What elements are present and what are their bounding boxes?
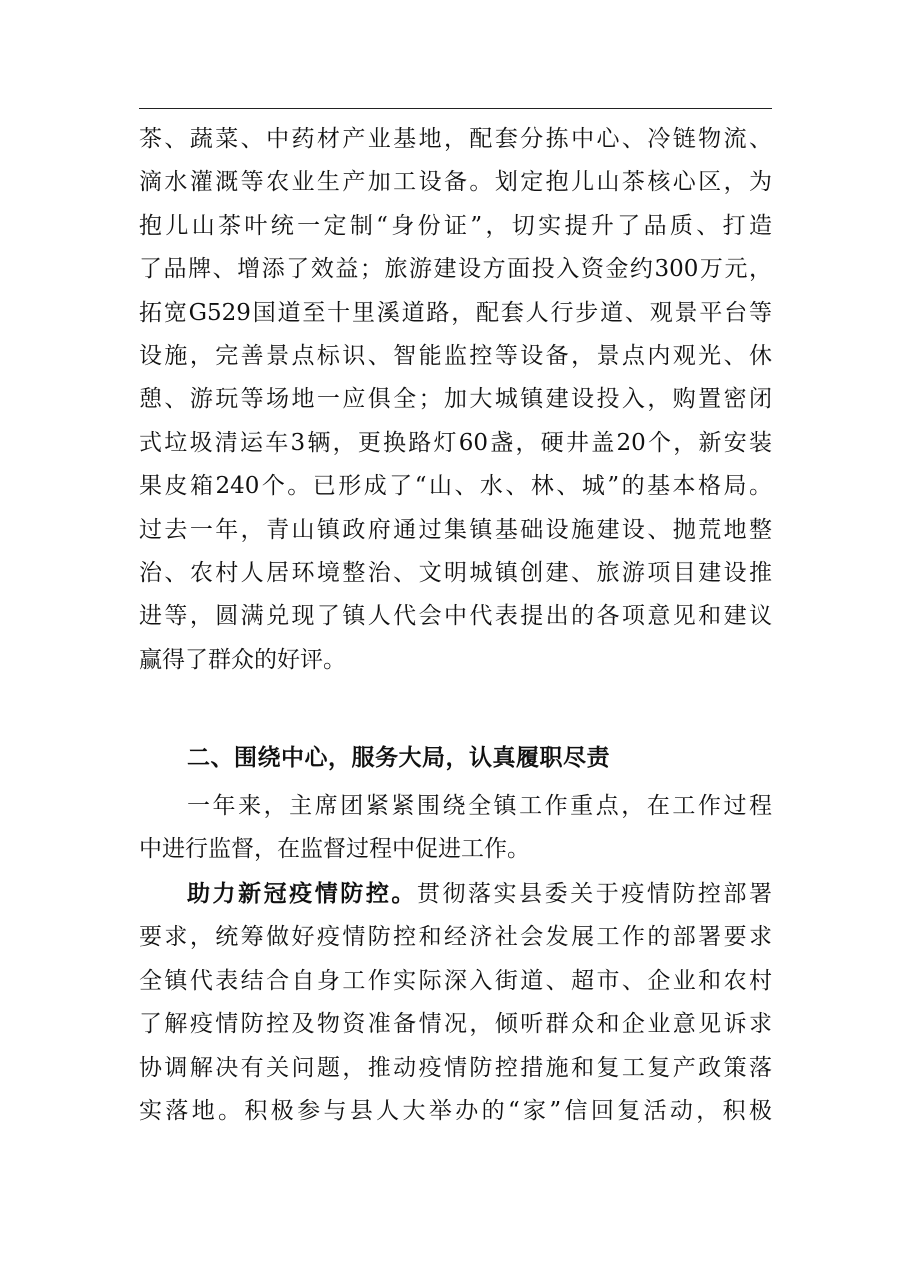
text-line: 过去一年，青山镇政府通过集镇基础设施建设、抛荒地整 bbox=[139, 516, 772, 543]
header-rule bbox=[139, 108, 772, 109]
text-line: 协调解决有关问题，推动疫情防控措施和复工复产政策落 bbox=[139, 1054, 772, 1081]
text-line: 果皮箱240个。已形成了“山、水、林、城”的基本格局。 bbox=[139, 473, 772, 500]
text-line: 要求，统筹做好疫情防控和经济社会发展工作的部署要求 bbox=[139, 924, 772, 951]
paragraph-lead: 助力新冠疫情防控。 bbox=[187, 881, 417, 907]
text-line: 拓宽G529国道至十里溪道路，配套人行步道、观景平台等 bbox=[139, 299, 772, 326]
paragraph-continued bbox=[139, 118, 772, 682]
text-line: 憩、游玩等场地一应俱全；加大城镇建设投入，购置密闭 bbox=[139, 386, 772, 413]
section-heading: 二、围绕中心，服务大局，认真履职尽责 bbox=[187, 745, 610, 771]
text-line: 实落地。积极参与县人大举办的“家”信回复活动，积极 bbox=[139, 1097, 772, 1124]
text-line: 了品牌、增添了效益；旅游建设方面投入资金约300万元， bbox=[139, 256, 772, 283]
text-line: 治、农村人居环境整治、文明城镇创建、旅游项目建设推 bbox=[139, 559, 772, 586]
paragraph-lead-rest: 贯彻落实县委关于疫情防控部署 bbox=[416, 881, 773, 907]
section-intro bbox=[139, 785, 772, 872]
text-line: 式垃圾清运车3辆，更换路灯60盏，硬井盖20个，新安装 bbox=[139, 429, 772, 456]
paragraph-epidemic-control bbox=[139, 873, 772, 1133]
text-line: 了解疫情防控及物资准备情况，倾听群众和企业意见诉求 bbox=[139, 1011, 772, 1038]
text-line: 一年来，主席团紧紧围绕全镇工作重点，在工作过程 bbox=[187, 793, 772, 819]
text-line: 全镇代表结合自身工作实际深入街道、超市、企业和农村 bbox=[139, 967, 772, 994]
text-line: 滴水灌溉等农业生产加工设备。划定抱儿山茶核心区，为 bbox=[139, 169, 772, 196]
text-line: 茶、蔬菜、中药材产业基地，配套分拣中心、冷链物流、 bbox=[139, 126, 772, 152]
text-line: 中进行监督，在监督过程中促进工作。 bbox=[139, 836, 530, 863]
text-line: 赢得了群众的好评。 bbox=[139, 646, 346, 673]
text-line: 进等，圆满兑现了镇人代会中代表提出的各项意见和建议 bbox=[139, 603, 772, 630]
section-heading-block bbox=[139, 737, 772, 780]
text-line: 抱儿山茶叶统一定制“身份证”，切实提升了品质、打造 bbox=[139, 212, 772, 239]
text-line: 设施，完善景点标识、智能监控等设备，景点内观光、休 bbox=[139, 342, 772, 369]
text-line-with-lead bbox=[139, 873, 772, 916]
